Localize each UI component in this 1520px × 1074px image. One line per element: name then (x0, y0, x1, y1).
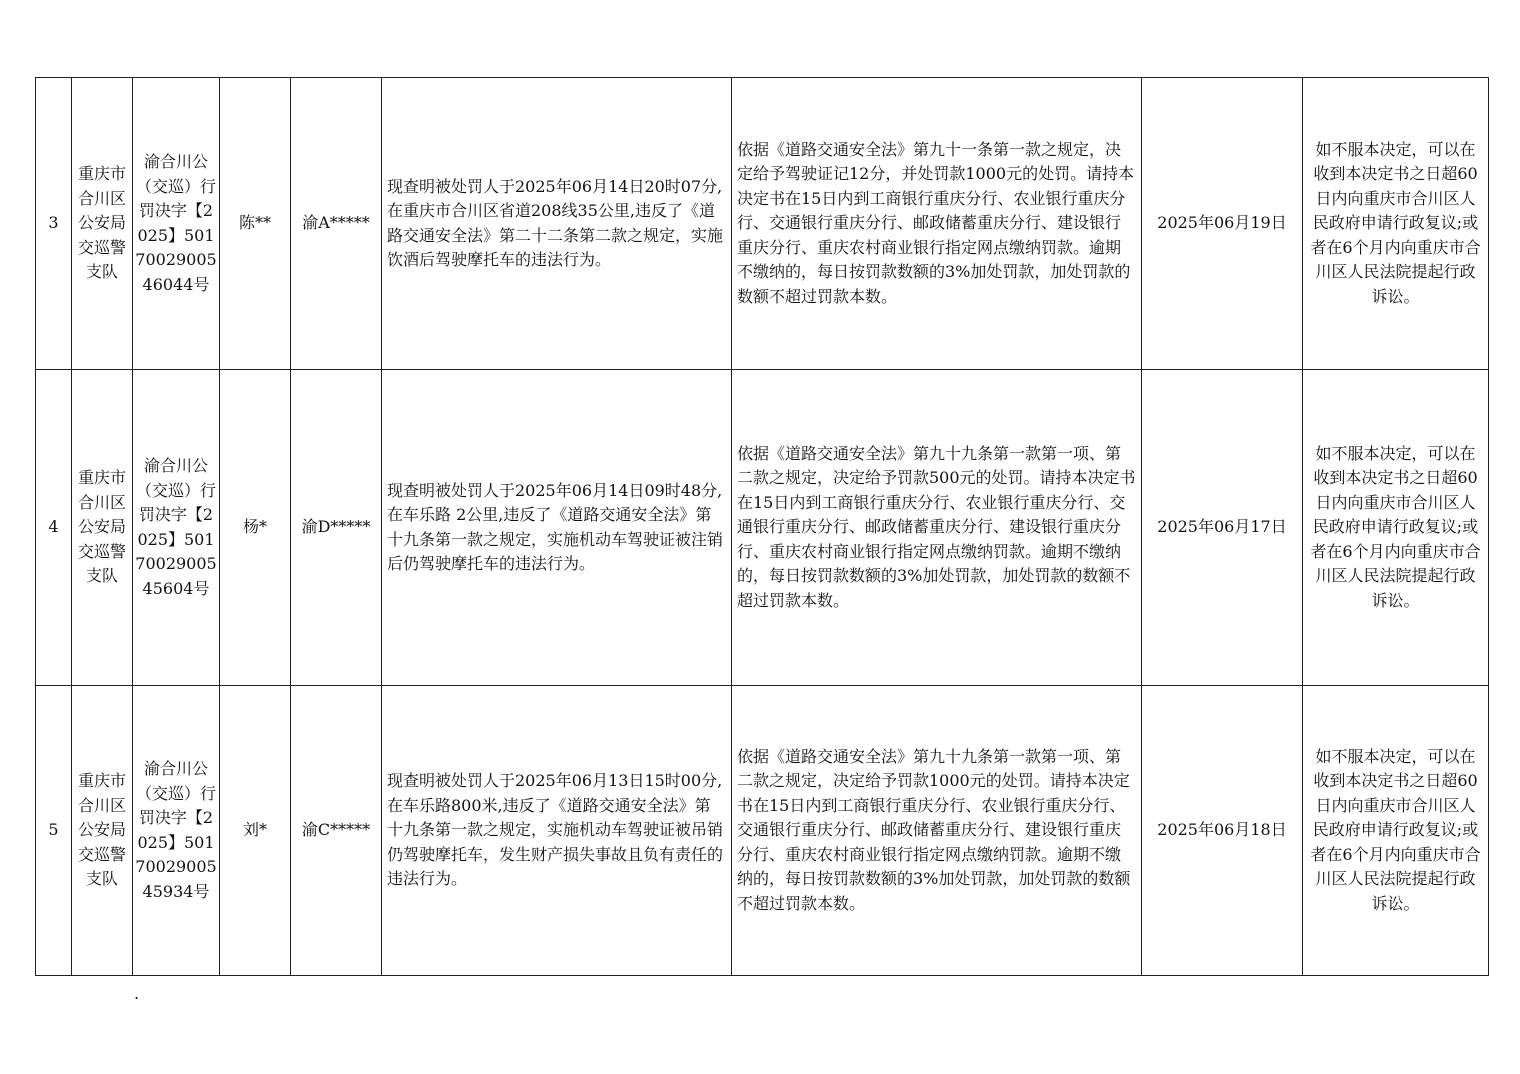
appeal-notice: 如不服本决定，可以在收到本决定书之日超60日内向重庆市合川区人民政府申请行政复议;或者在6个月内向重庆市合川区人民法院提起行政诉讼。 (1303, 686, 1489, 976)
decision-date: 2025年06月17日 (1142, 370, 1303, 686)
row-index: 3 (36, 78, 72, 370)
offender-name: 刘* (220, 686, 291, 976)
license-plate: 渝A***** (291, 78, 382, 370)
decision-document-number: 渝合川公（交巡）行罚决字【2025】5017002900545934号 (133, 686, 220, 976)
appeal-notice: 如不服本决定，可以在收到本决定书之日超60日内向重庆市合川区人民政府申请行政复议;或者在6个月内向重庆市合川区人民法院提起行政诉讼。 (1303, 370, 1489, 686)
decision-document-number: 渝合川公（交巡）行罚决字【2025】5017002900546044号 (133, 78, 220, 370)
appeal-notice: 如不服本决定，可以在收到本决定书之日超60日内向重庆市合川区人民政府申请行政复议;或者在6个月内向重庆市合川区人民法院提起行政诉讼。 (1303, 78, 1489, 370)
penalty-table (35, 77, 1489, 976)
footer-dot: . (134, 984, 140, 1003)
penalty-decision: 依据《道路交通安全法》第九十九条第一款第一项、第二款之规定，决定给予罚款500元的处罚。请持本决定书在15日内到工商银行重庆分行、农业银行重庆分行、交通银行重庆分行、邮政储蓄重庆分行、建设银行重庆分行、重庆农村商业银行指定网点缴纳罚款。逾期不缴纳的，每日按罚款数额的3%加处罚款，加处罚款的数额不超过罚款本数。 (732, 370, 1142, 686)
enforcement-unit: 重庆市合川区公安局交巡警支队 (72, 370, 133, 686)
violation-facts: 现查明被处罚人于2025年06月14日09时48分,在车乐路 2公里,违反了《道路交通安全法》第十九条第一款之规定，实施机动车驾驶证被注销后仍驾驶摩托车的违法行为。 (382, 370, 732, 686)
table-row (36, 370, 1489, 686)
row-index: 5 (36, 686, 72, 976)
enforcement-unit: 重庆市合川区公安局交巡警支队 (72, 78, 133, 370)
penalty-decision: 依据《道路交通安全法》第九十九条第一款第一项、第二款之规定，决定给予罚款1000元的处罚。请持本决定书在15日内到工商银行重庆分行、农业银行重庆分行、交通银行重庆分行、邮政储蓄重庆分行、建设银行重庆分行、重庆农村商业银行指定网点缴纳罚款。逾期不缴纳的，每日按罚款数额的3%加处罚款，加处罚款的数额不超过罚款本数。 (732, 686, 1142, 976)
offender-name: 杨* (220, 370, 291, 686)
table-row (36, 78, 1489, 370)
offender-name: 陈** (220, 78, 291, 370)
penalty-decision: 依据《道路交通安全法》第九十一条第一款之规定，决定给予驾驶证记12分，并处罚款1000元的处罚。请持本决定书在15日内到工商银行重庆分行、农业银行重庆分行、交通银行重庆分行、邮政储蓄重庆分行、建设银行重庆分行、重庆农村商业银行指定网点缴纳罚款。逾期不缴纳的，每日按罚款数额的3%加处罚款，加处罚款的数额不超过罚款本数。 (732, 78, 1142, 370)
license-plate: 渝D***** (291, 370, 382, 686)
row-index: 4 (36, 370, 72, 686)
decision-date: 2025年06月18日 (1142, 686, 1303, 976)
table-row (36, 686, 1489, 976)
decision-date: 2025年06月19日 (1142, 78, 1303, 370)
license-plate: 渝C***** (291, 686, 382, 976)
decision-document-number: 渝合川公（交巡）行罚决字【2025】5017002900545604号 (133, 370, 220, 686)
violation-facts: 现查明被处罚人于2025年06月13日15时00分,在车乐路800米,违反了《道路交通安全法》第十九条第一款之规定，实施机动车驾驶证被吊销仍驾驶摩托车，发生财产损失事故且负有责任的违法行为。 (382, 686, 732, 976)
violation-facts: 现查明被处罚人于2025年06月14日20时07分,在重庆市合川区省道208线35公里,违反了《道路交通安全法》第二十二条第二款之规定，实施饮酒后驾驶摩托车的违法行为。 (382, 78, 732, 370)
enforcement-unit: 重庆市合川区公安局交巡警支队 (72, 686, 133, 976)
